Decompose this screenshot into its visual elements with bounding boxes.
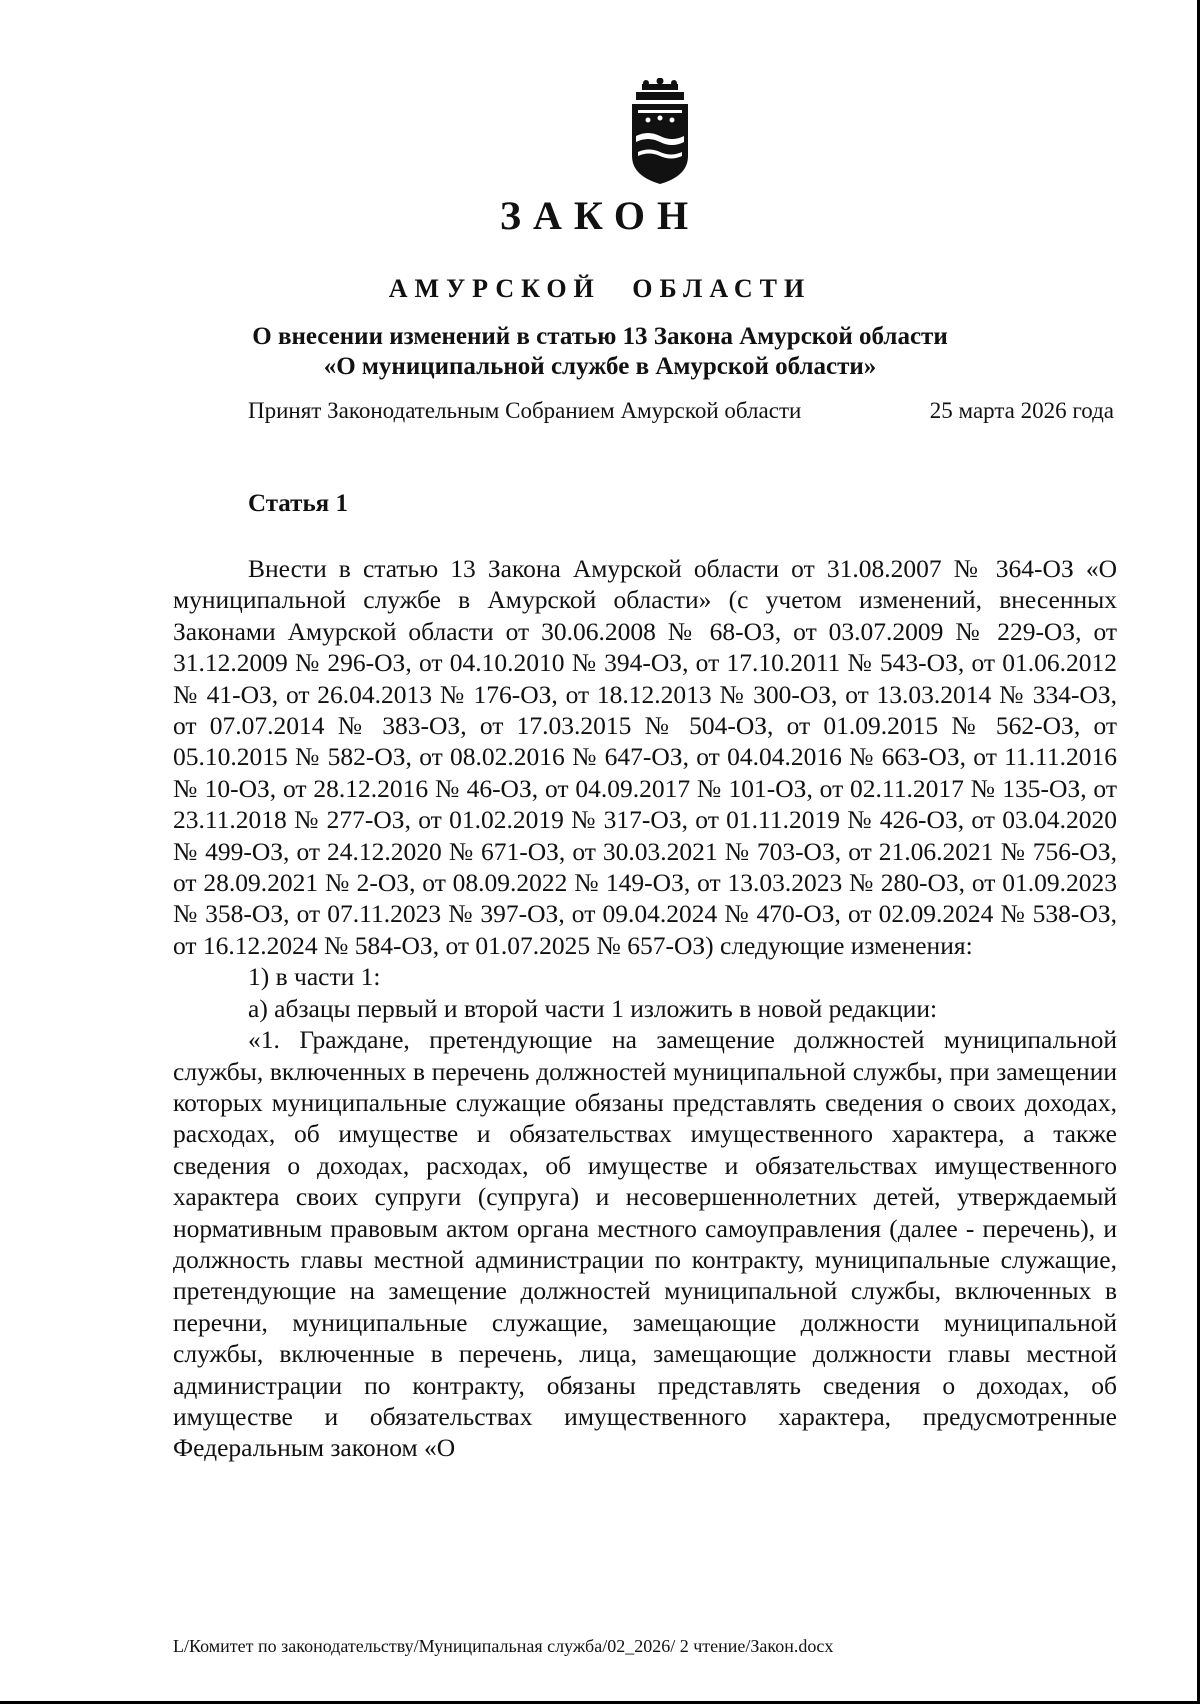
article-intro-paragraph: Внести в статью 13 Закона Амурской области от 31.08.2007 № 364-ОЗ «О муниципальной службе в Амурской области» (с учетом изменений, внесенных Законами Амурской области от 30.06.2008 № 68-ОЗ, от 03.07.2009 № 229-ОЗ, от 31.12.2009 № 296-ОЗ, от 04.10.2010 № 394-ОЗ, от 17.10.2011 № 543-ОЗ, от 01.06.2012 № 41-ОЗ, от 26.04.2013 № 176-ОЗ, от 18.12.2013 № 300-ОЗ, от 13.03.2014 № 334-ОЗ, от 07.07.2014 № 383-ОЗ, от 17.03.2015 № 504-ОЗ, от 01.09.2015 № 562-ОЗ, от 05.10.2015 № 582-ОЗ, от 08.02.2016 № 647-ОЗ, от 04.04.2016 № 663-ОЗ, от 11.11.2016 № 10-ОЗ, от 28.12.2016 № 46-ОЗ, от 04.09.2017 № 101-ОЗ, от 02.11.2017 № 135-ОЗ, от 23.11.2018 № 277-ОЗ, от 01.02.2019 № 317-ОЗ, от 01.11.2019 № 426-ОЗ, от 03.04.2020 № 499-ОЗ, от 24.12.2020 № 671-ОЗ, от 30.03.2021 № 703-ОЗ, от 21.06.2021 № 756-ОЗ, от 28.09.2021 № 2-ОЗ, от 08.09.2022 № 149-ОЗ, от 13.03.2023 № 280-ОЗ, от 01.09.2023 № 358-ОЗ, от 07.11.2023 № 397-ОЗ, от 09.04.2024 № 470-ОЗ, от 02.09.2024 № 538-ОЗ, от 16.12.2024 № 584-ОЗ, от 01.07.2025 № 657-ОЗ) следующие изменения: — [173, 554, 1117, 960]
document-title: ЗАКОН — [499, 193, 701, 238]
law-name-line-1: О внесении изменений в статью 13 Закона Амурской области — [252, 323, 948, 350]
article-quote-paragraph: «1. Граждане, претендующие на замещение должностей муниципальной службы, включенных в перечень должностей муниципальной службы, при замещении которых муниципальные служащие обязаны представлять сведения о своих доходах, расходах, об имуществе и обязательствах имущественного характера, а также сведения о доходах, расходах, об имуществе и обязательствах имущественного характера своих супруги (супруга) и несовершеннолетних детей, утверждаемый нормативным правовым актом органа местного самоуправления (далее - перечень), и должность главы местной администрации по контракту, муниципальные служащие, претендующие на замещение должностей муниципальной службы, включенных в перечни, муниципальные служащие, замещающие должности муниципальной службы, включенные в перечень, лица, замещающие должности главы местной администрации по контракту, обязаны представлять сведения о доходах, об имуществе и обязательствах имущественного характера, предусмотренные Федеральным законом «О — [173, 1025, 1117, 1463]
law-name-line-2: «О муниципальной службе в Амурской области» — [323, 353, 877, 380]
article-body — [173, 553, 1117, 1464]
article-title: Статья 1 — [248, 490, 348, 517]
adopted-by: Принят Законодательным Собранием Амурской области — [248, 398, 802, 423]
coat-of-arms-icon — [620, 78, 700, 188]
law-name — [0, 322, 1200, 382]
document-subtitle: АМУРСКОЙ ОБЛАСТИ — [388, 274, 812, 303]
adoption-line — [248, 398, 1114, 424]
article-item-1: 1) в части 1: — [248, 962, 381, 992]
article-item-1a: а) абзацы первый и второй части 1 изложить в новой редакции: — [248, 993, 938, 1023]
footer-file-path: L/Комитет по законодательству/Муниципальная служба/02_2026/ 2 чтение/Закон.docx — [173, 1636, 834, 1656]
adopted-date: 25 марта 2026 года — [929, 398, 1114, 423]
